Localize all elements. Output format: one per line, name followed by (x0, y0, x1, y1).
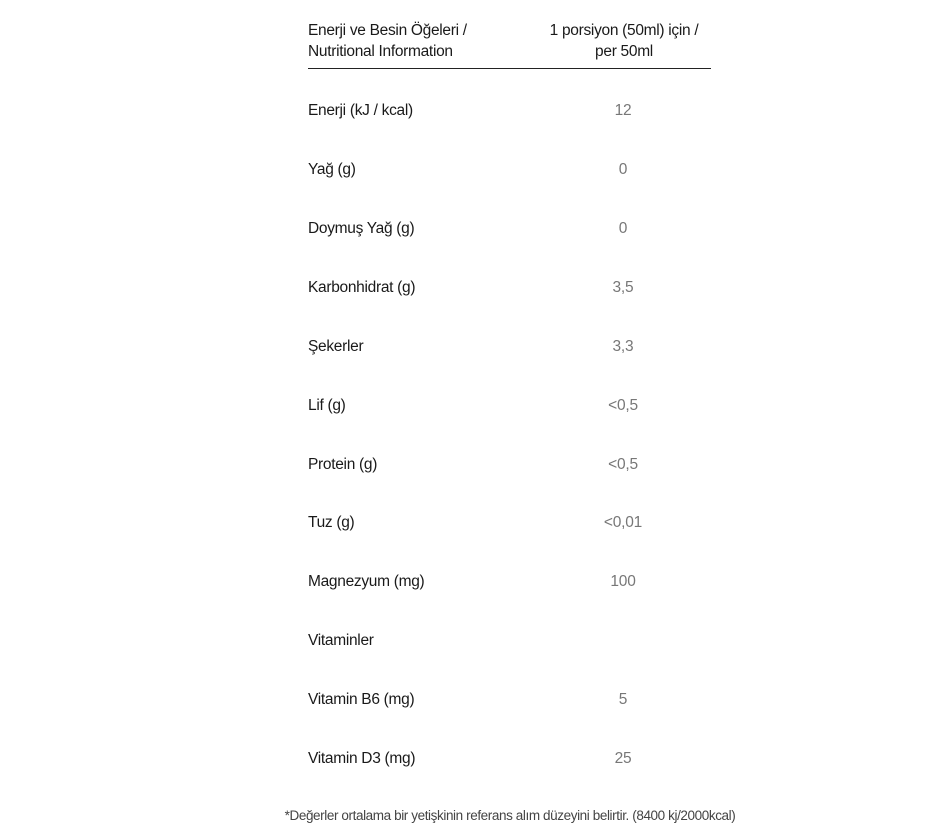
table-row (308, 99, 711, 123)
nutrient-name: Yağ (g) (308, 161, 356, 178)
nutrient-value: <0,5 (608, 456, 638, 473)
table-row (308, 511, 711, 535)
nutrition-table (308, 20, 711, 767)
nutrient-value: <0,01 (603, 514, 643, 531)
table-row (308, 335, 711, 359)
nutrient-value: <0,5 (608, 397, 638, 414)
nutrient-value: 0 (618, 161, 628, 178)
nutrient-value: 3,3 (612, 338, 634, 355)
nutrient-name: Enerji (kJ / kcal) (308, 102, 413, 119)
header-portion-column (518, 20, 730, 62)
table-row (308, 453, 711, 477)
table-row (308, 747, 711, 771)
nutrient-value: 0 (618, 220, 628, 237)
header-portion-line1: 1 porsiyon (50ml) için / (549, 22, 699, 39)
nutrient-name: Vitaminler (308, 632, 374, 649)
nutrient-value: 100 (610, 573, 636, 590)
nutrient-value: 3,5 (612, 279, 634, 296)
nutrient-value: 12 (614, 102, 632, 119)
nutrient-name: Vitamin B6 (mg) (308, 691, 415, 708)
header-portion-line2: per 50ml (595, 43, 653, 60)
table-row (308, 276, 711, 300)
header-nutrient-column (308, 20, 518, 62)
nutrient-name: Şekerler (308, 338, 364, 355)
header-nutrient-line2: Nutritional Information (308, 43, 453, 60)
footnote: *Değerler ortalama bir yetişkinin referans alım düzeyini belirtir. (8400 kj/2000kcal) (284, 808, 736, 823)
nutrient-name: Magnezyum (mg) (308, 573, 425, 590)
table-header (308, 20, 711, 69)
nutrient-name: Lif (g) (308, 397, 346, 414)
table-row (308, 158, 711, 182)
table-row (308, 688, 711, 712)
nutrient-name: Protein (g) (308, 456, 378, 473)
nutrient-value: 5 (618, 691, 628, 708)
nutrient-name: Tuz (g) (308, 514, 355, 531)
nutrient-value: 25 (614, 750, 632, 767)
nutrient-name: Karbonhidrat (g) (308, 279, 416, 296)
header-nutrient-line1: Enerji ve Besin Öğeleri / (308, 22, 467, 39)
table-row (308, 394, 711, 418)
nutrient-name: Vitamin D3 (mg) (308, 750, 416, 767)
table-row (308, 570, 711, 594)
table-row (308, 629, 711, 653)
nutrient-name: Doymuş Yağ (g) (308, 220, 415, 237)
table-row (308, 217, 711, 241)
